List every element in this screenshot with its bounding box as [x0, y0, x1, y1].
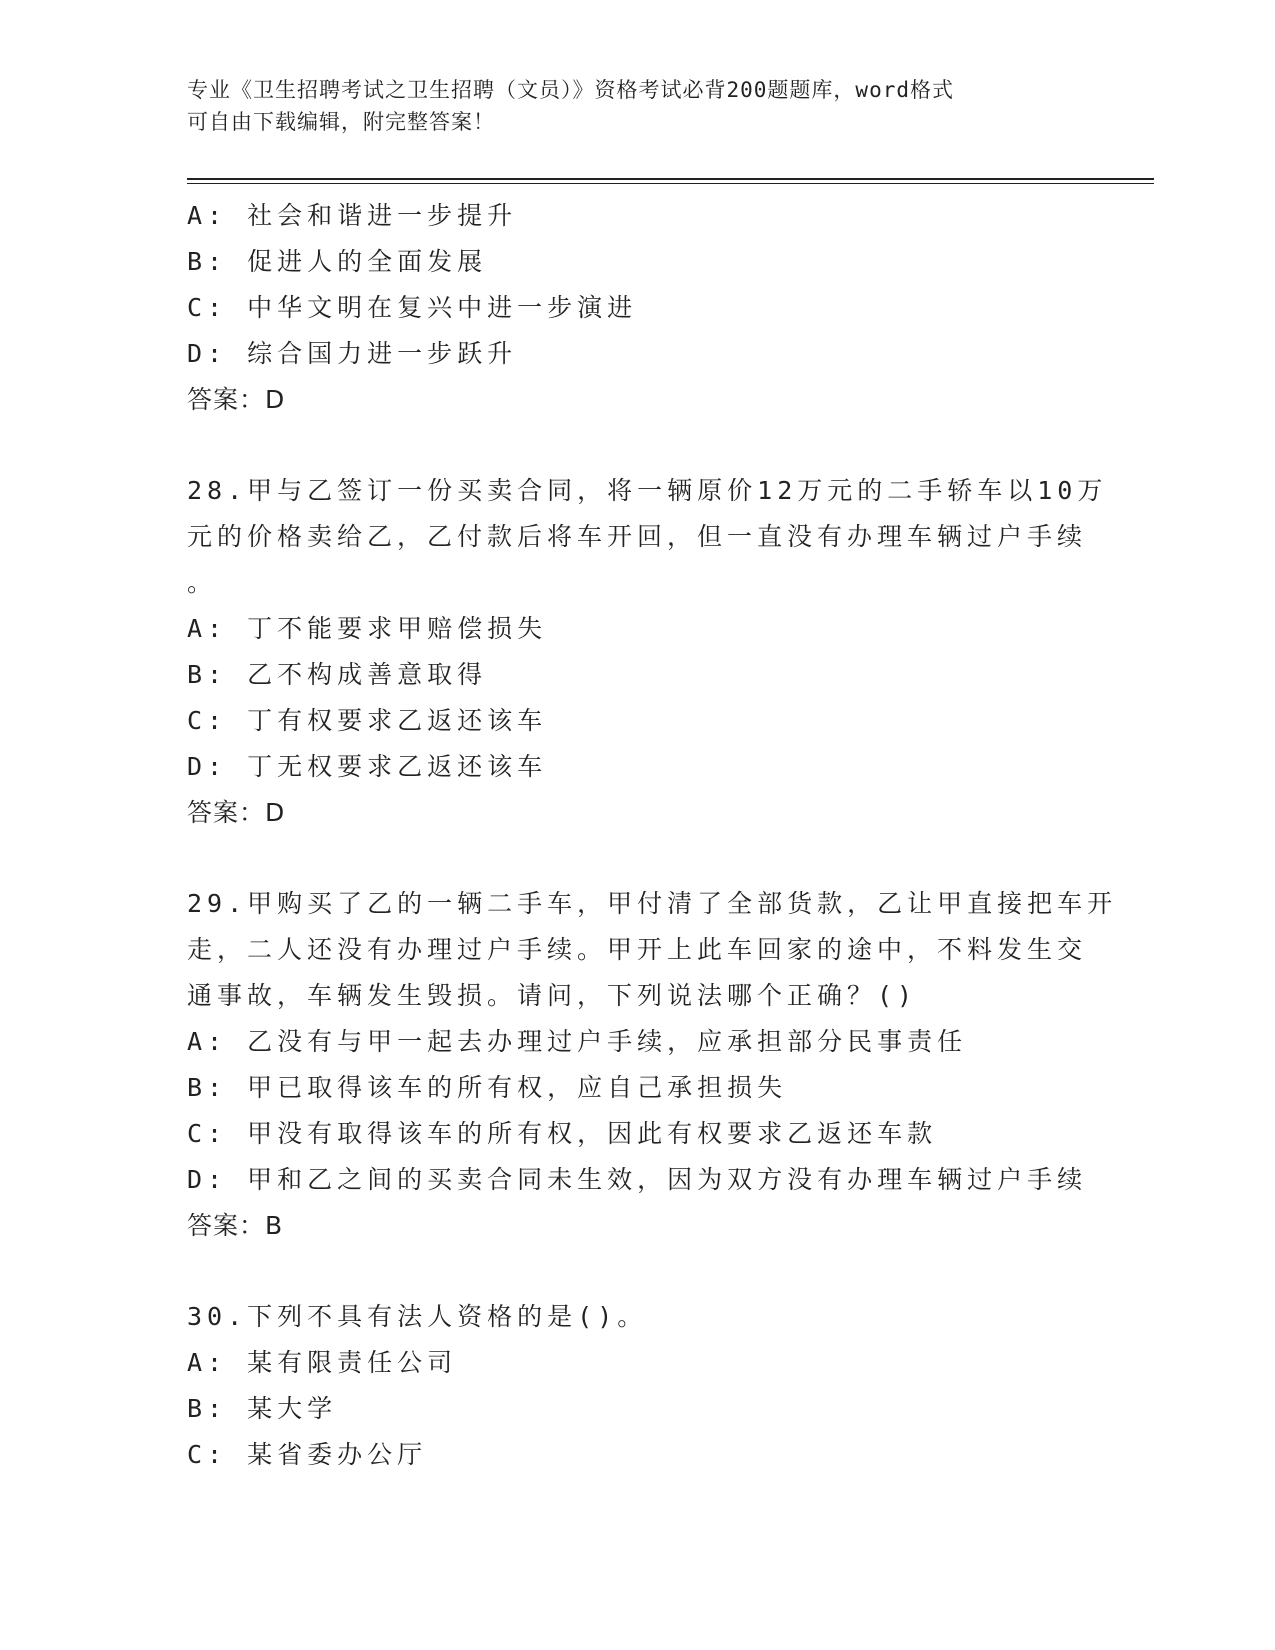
question-stem-line: 28.甲与乙签订一份买卖合同，将一辆原价12万元的二手轿车以10万 — [187, 476, 1108, 505]
option-c: C: 某省委办公厅 — [187, 1440, 428, 1469]
spacer — [187, 836, 1154, 881]
question-29 — [187, 881, 1154, 1249]
option-c: C: 丁有权要求乙返还该车 — [187, 706, 548, 735]
question-stem-line: 。 — [187, 568, 218, 597]
option-d: D: 甲和乙之间的买卖合同未生效，因为双方没有办理车辆过户手续 — [187, 1165, 1088, 1194]
option-a: A: 社会和谐进一步提升 — [187, 201, 518, 230]
option-d: D: 丁无权要求乙返还该车 — [187, 752, 548, 781]
question-27 — [187, 193, 1154, 423]
header-line-1: 专业《卫生招聘考试之卫生招聘（文员）》资格考试必背200题题库，word格式 — [187, 78, 954, 102]
spacer — [187, 423, 1154, 468]
option-b: B: 甲已取得该车的所有权，应自己承担损失 — [187, 1073, 788, 1102]
header-line-2: 可自由下载编辑，附完整答案！ — [187, 110, 495, 134]
question-stem-line: 29.甲购买了乙的一辆二手车，甲付清了全部货款，乙让甲直接把车开 — [187, 889, 1118, 918]
option-a: A: 丁不能要求甲赔偿损失 — [187, 614, 548, 643]
option-c: C: 中华文明在复兴中进一步演进 — [187, 293, 638, 322]
answer: 答案：D — [187, 798, 286, 827]
question-stem-line: 元的价格卖给乙，乙付款后将车开回，但一直没有办理车辆过户手续 — [187, 522, 1088, 551]
header-divider-thick — [187, 178, 1154, 180]
question-stem-line: 走，二人还没有办理过户手续。甲开上此车回家的途中，不料发生交 — [187, 935, 1088, 964]
document-header — [187, 74, 1087, 138]
spacer — [187, 1249, 1154, 1294]
option-a: A: 某有限责任公司 — [187, 1348, 458, 1377]
option-b: B: 乙不构成善意取得 — [187, 660, 488, 689]
option-c: C: 甲没有取得该车的所有权，因此有权要求乙返还车款 — [187, 1119, 938, 1148]
question-stem-line: 通事故，车辆发生毁损。请问，下列说法哪个正确？() — [187, 981, 918, 1010]
answer: 答案：D — [187, 385, 286, 414]
document-body — [187, 193, 1154, 1478]
option-b: B: 某大学 — [187, 1394, 338, 1423]
option-d: D: 综合国力进一步跃升 — [187, 339, 518, 368]
answer: 答案：B — [187, 1211, 284, 1240]
option-b: B: 促进人的全面发展 — [187, 247, 488, 276]
question-28 — [187, 468, 1154, 836]
question-30 — [187, 1294, 1154, 1478]
question-stem-line: 30.下列不具有法人资格的是()。 — [187, 1302, 648, 1331]
option-a: A: 乙没有与甲一起去办理过户手续，应承担部分民事责任 — [187, 1027, 968, 1056]
header-divider-thin — [187, 183, 1154, 184]
